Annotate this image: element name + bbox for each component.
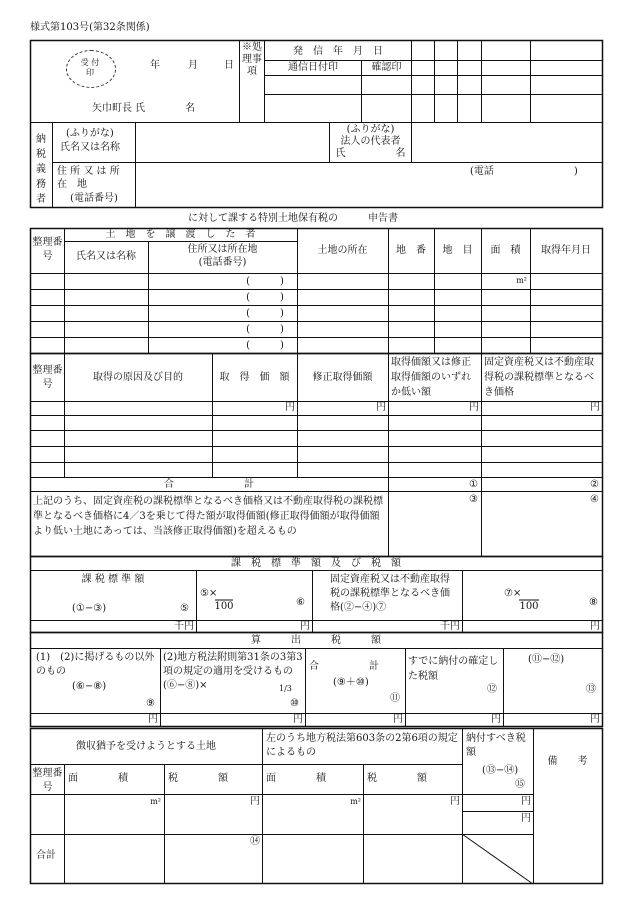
t2-circle-3: ③ [469, 494, 478, 505]
t1-date-header: 取得年月日 [541, 245, 591, 256]
t1-tel-paren-3: ( ) [246, 308, 284, 319]
t5-m2-1: m² [150, 797, 161, 806]
t1-seiri-header: 整理番号 [32, 237, 63, 262]
t2-circle-4: ④ [590, 494, 599, 505]
t2-seiri-header: 整理番号 [32, 365, 63, 390]
processing-items: ※処理事項 [242, 42, 262, 77]
t1-area-header: 面 積 [490, 245, 521, 256]
t4-a1-label: (1) (2)に掲げるもの以外のもの [36, 652, 155, 677]
confirm-label: 確認印 [371, 62, 402, 73]
t1-m2-unit: m² [516, 276, 527, 285]
t2-yen-4: 円 [590, 402, 600, 413]
t4-total-label: 合 計 [309, 661, 379, 672]
t3-circle-8: ⑧ [589, 597, 598, 608]
t3-kazei-label: 課 税 標 準 額 [81, 574, 145, 585]
t3-yen-1: 円 [300, 621, 310, 632]
t2-lower-header: 取得価額又は修正取得価額のいずれか低い額 [391, 357, 471, 398]
t5-seiri-header: 整理番号 [32, 768, 63, 793]
t3-circle-5: ⑤ [180, 603, 189, 614]
sent-date-label: 発 信 年 月 日 [293, 46, 383, 57]
t4-yen-2: 円 [293, 714, 303, 725]
t2-assessed-header: 固定資産税又は不動産取得税の課税標準となるべき価格 [484, 357, 594, 398]
t2-cause-header: 取得の原因及び目的 [93, 372, 183, 383]
t2-circle-1: ① [469, 479, 478, 490]
t5-yen-3: 円 [521, 796, 531, 807]
t4-yen-4: 円 [491, 714, 501, 725]
t3-f5-denominator: 100 [214, 601, 234, 612]
t5-tax-header-1: 税 額 [168, 773, 228, 784]
t2-corrected-header: 修正取得価額 [312, 372, 373, 383]
t2-price-header: 取 得 価 額 [219, 372, 290, 383]
t4-circle-11: ⑪ [390, 693, 400, 704]
t5-area-header-1: 面 積 [68, 773, 128, 784]
t5-payable-header: 納付すべき税 額 [466, 733, 566, 758]
t2-yen-3: 円 [469, 402, 479, 413]
stamp-label-2: 印 [86, 68, 94, 77]
t1-address-header: 住所又は所在地 [187, 244, 258, 255]
t3-header: 課 税 標 準 額 及 び 税 額 [231, 558, 401, 569]
mayor-name: 矢巾町長 氏 名 [92, 103, 196, 114]
t1-transferor-header: 土 地 を 譲 渡 し た 者 [105, 229, 256, 240]
t2-yen-1: 円 [285, 402, 295, 413]
stamp-label-1: 受 付 [80, 58, 100, 67]
t4-yen-3: 円 [393, 714, 403, 725]
t4-yen-5: 円 [590, 714, 600, 725]
address-tel-label: (電話番号) [70, 193, 118, 204]
date-year: 年 [150, 60, 160, 71]
furigana-label: (ふりがな) [66, 128, 114, 139]
t4-a2-label: (2)地方税法附則第31条の3第3項の規定の適用を受けるもの(⑥−⑧)× [163, 652, 303, 691]
tel-field[interactable]: (電話 ) [470, 166, 578, 177]
t5-area-header-2: 面 積 [266, 773, 326, 784]
t3-sen-1: 千円 [174, 621, 194, 632]
t2-total-label: 合 計 [164, 479, 254, 490]
t1-chiban-header: 地 番 [396, 245, 426, 256]
t3-assessed-label: 固定資産税又は不動産取得税の課税標準となるべき価格(②−④)⑦ [330, 574, 450, 613]
corp-representative: 法人の代表者 [340, 136, 401, 147]
t4-total-formula: (⑨＋⑩) [333, 677, 369, 688]
t4-header: 算 出 税 額 [251, 635, 381, 646]
t4-one-third: 1/3 [279, 684, 292, 693]
t2-note: 上記のうち、固定資産税の課税標準となるべき価格又は不動産取得税の課税標準となるべき価格に4／3を乗じて得た額が取得価額(修正取得価額が取得価額より低い土地にあっては、当該修正取得価額)を超えるもの [33, 496, 383, 537]
address-label: 住 所 又 は 所 在 地 [57, 166, 130, 190]
t3-circle-6: ⑥ [296, 597, 305, 608]
t4-paid-label: すでに納付の確定した税額 [408, 656, 499, 682]
t4-a1-formula: (⑥−⑧) [72, 681, 107, 692]
corp-name: 氏 名 [335, 148, 406, 159]
t5-yen-2: 円 [450, 796, 460, 807]
t4-circle-10: ⑩ [290, 698, 299, 709]
name-label: 氏名又は名称 [60, 142, 120, 153]
date-month: 月 [188, 60, 198, 71]
t1-tel-paren-1: ( ) [246, 276, 284, 287]
t5-diff-formula: (⑬−⑭) [482, 765, 519, 776]
t1-tel-paren-2: ( ) [246, 292, 284, 303]
t3-sen-2: 千円 [440, 621, 460, 632]
t2-yen-2: 円 [376, 402, 386, 413]
t1-chimoku-header: 地 目 [442, 245, 473, 256]
form-number: 様式第103号(第32条関係) [30, 22, 150, 33]
t5-total-label: 合計 [36, 850, 56, 861]
t5-circle-14: ⑭ [250, 836, 260, 847]
t3-f5-times: ⑤× [200, 588, 218, 599]
t3-yen-2: 円 [590, 621, 600, 632]
postmark-label: 通信日付印 [288, 62, 338, 73]
t4-diff-formula: (⑪−⑫) [528, 654, 565, 665]
t1-name-header: 氏名又は名称 [76, 251, 136, 262]
date-day: 日 [224, 60, 234, 71]
t1-location-header: 土地の所在 [317, 245, 368, 256]
declaration-title: に対して課する特別土地保有税の 申告書 [188, 213, 398, 224]
t3-f7-times: ⑦× [504, 588, 522, 599]
t2-circle-2: ② [590, 479, 599, 490]
t5-yen-4: 円 [521, 813, 531, 824]
t4-circle-9: ⑨ [146, 698, 155, 709]
t3-f7-denominator: 100 [519, 601, 539, 612]
corp-furigana: (ふりがな) [346, 124, 395, 135]
t4-yen-1: 円 [148, 714, 158, 725]
t3-formula-1-3: (①−③) [72, 603, 107, 614]
t1-tel-paren-4: ( ) [246, 324, 284, 335]
t5-circle-15: ⑮ [515, 779, 525, 790]
t4-circle-12: ⑫ [487, 684, 497, 695]
t5-m2-2: m² [350, 797, 361, 806]
t1-tel-header: (電話番号) [198, 257, 247, 268]
t5-yen-1: 円 [250, 796, 260, 807]
t1-tel-paren-5: ( ) [246, 340, 284, 351]
t5-tax-header-2: 税 額 [367, 773, 427, 784]
t5-remarks-header: 備 考 [547, 756, 588, 767]
t5-article-header: 左のうち地方税法第603条の2第6項の規定によるもの [266, 733, 458, 758]
taxpayer-label: 納税義務者 [36, 134, 46, 205]
t4-circle-13: ⑬ [586, 684, 596, 695]
t5-grace-land-header: 徴収猶予を受けようとする土地 [76, 741, 216, 752]
